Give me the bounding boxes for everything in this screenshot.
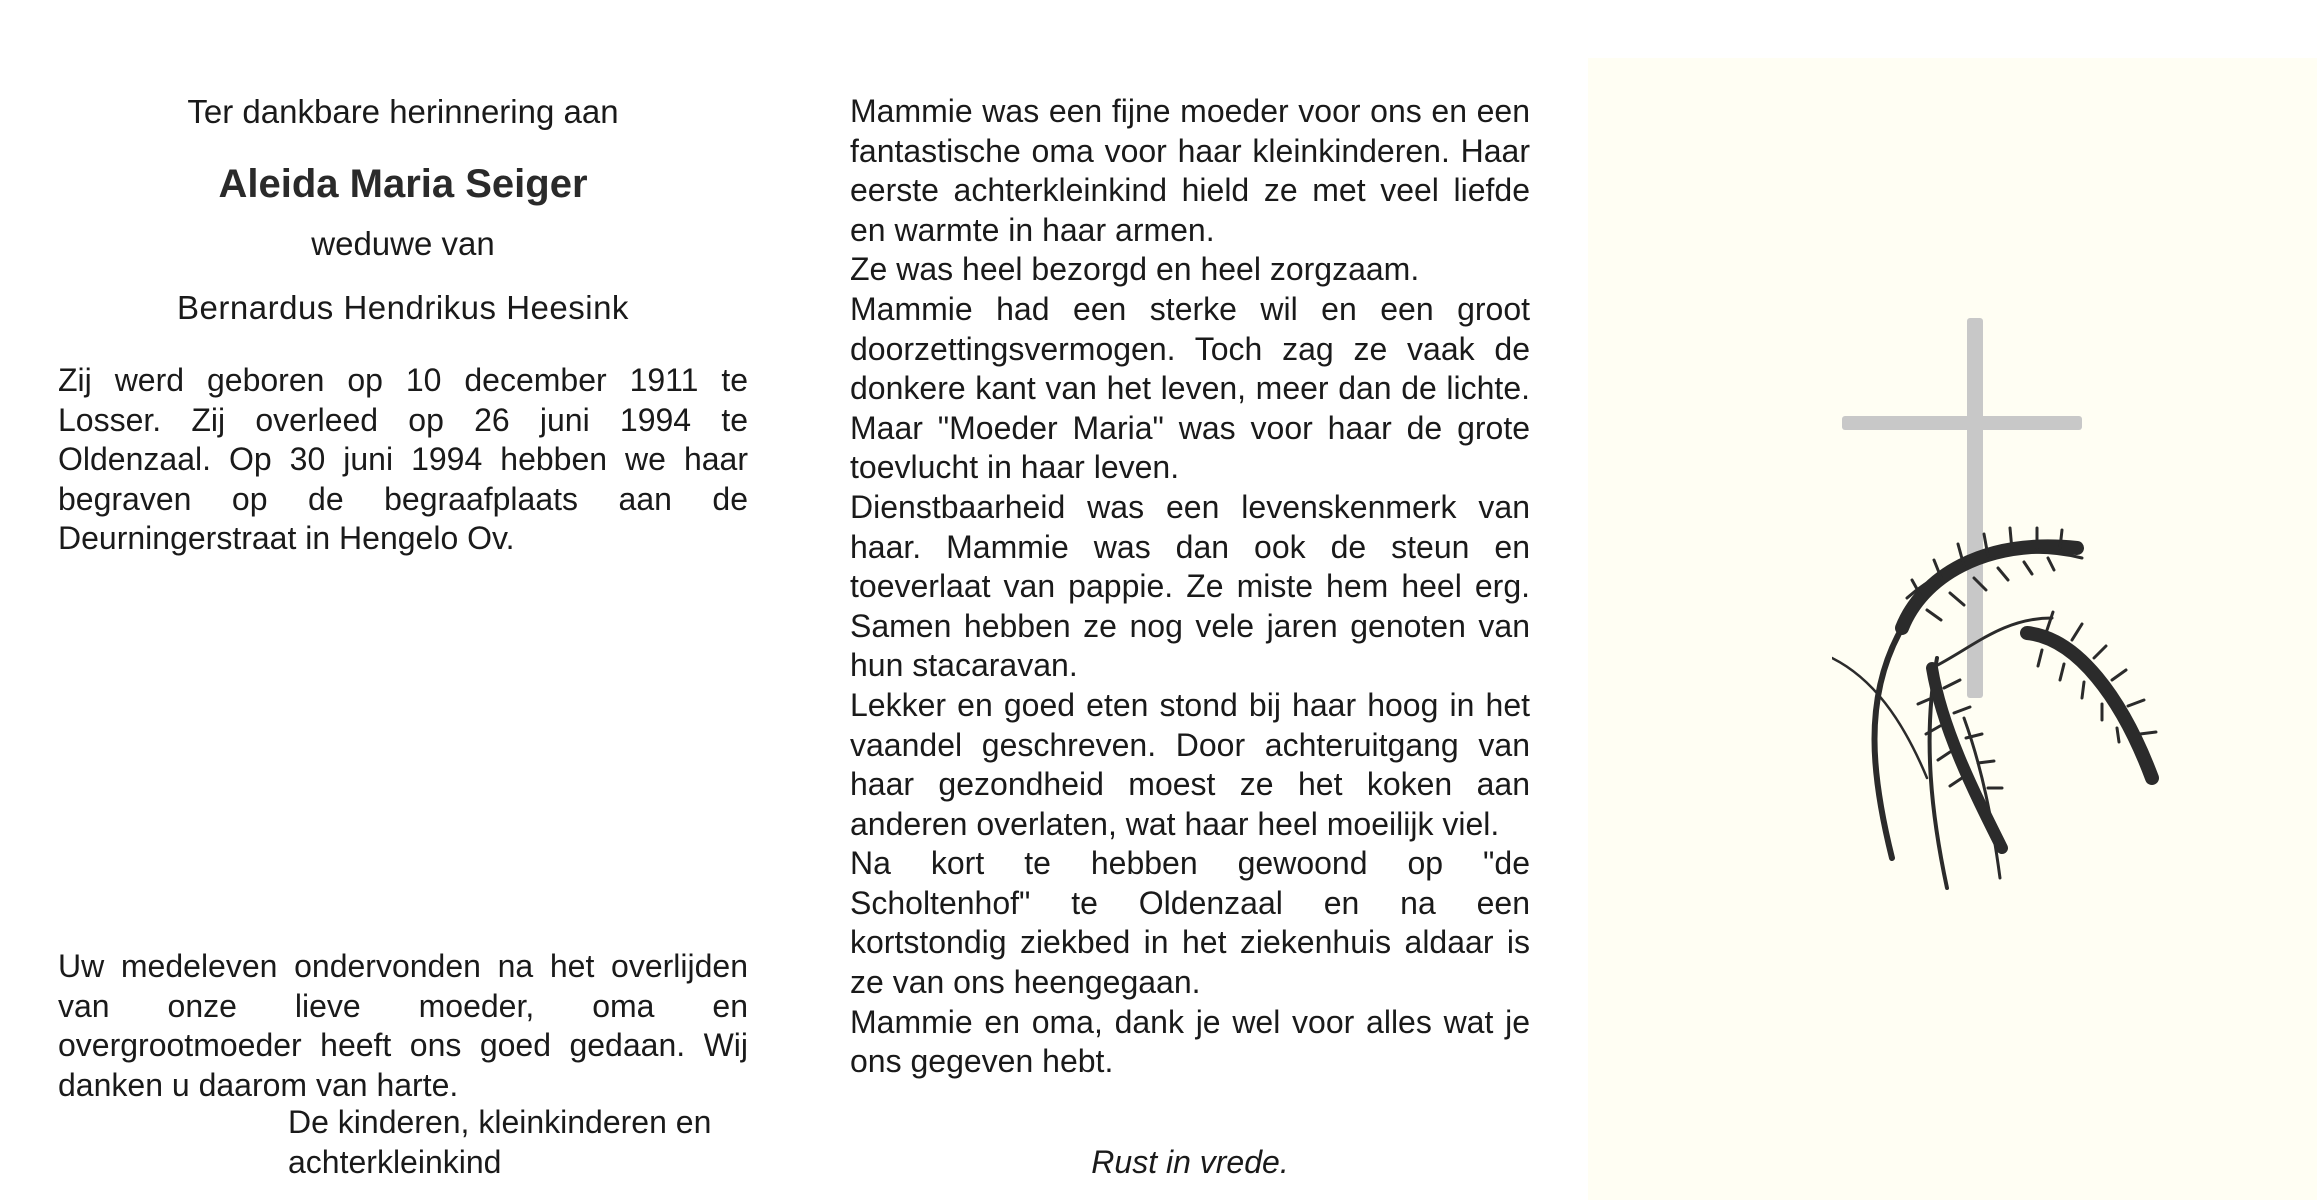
widow-of-text: weduwe van — [311, 225, 495, 262]
husband-name: Bernardus Hendrikus Heesink — [177, 289, 629, 326]
cross-with-wheat-icon — [1832, 258, 2232, 908]
left-panel — [58, 85, 748, 1195]
signature-line: De kinderen, kleinkinderen en — [288, 1104, 712, 1140]
wheat-icon — [1832, 528, 2156, 888]
memoir-paragraph: Mammie was een fijne moeder voor ons en een fantastische oma voor haar kleinkinderen. Haar eerste achterkleinkind hield ze met veel liefde en warmte in haar armen. — [850, 93, 1530, 248]
intro-text: Ter dankbare herinnering aan — [187, 93, 619, 130]
memoir-paragraph: Dienstbaarheid was een levenskenmerk van haar. Mammie was dan ook de steun en toeverlaat van pappie. Ze miste hem heel erg. Samen hebben ze nog vele jaren genoten van hun stacaravan. — [850, 488, 1530, 684]
middle-panel — [850, 92, 1530, 1192]
memoir-paragraph: Na kort te hebben gewoond op "de Scholtenhof" te Oldenzaal en na een kortstondig ziekbed in het ziekenhuis aldaar is ze van ons heengegaan. — [850, 845, 1530, 1001]
thanks-paragraph: Uw medeleven ondervonden na het overlijden van onze lieve moeder, oma en overgrootmoeder heeft ons goed gedaan. Wij danken u daarom van harte. — [58, 948, 748, 1103]
signature-block — [288, 1103, 748, 1182]
memoir-paragraph: Mammie had een sterke wil en een groot doorzettingsvermogen. Toch zag ze vaak de donkere kant van het leven, meer dan de lichte. Maar "Moeder Maria" was voor haar de grote toevlucht in haar leven. — [850, 290, 1530, 486]
signature-line: achterkleinkind — [288, 1143, 502, 1180]
memoir-paragraph: Mammie en oma, dank je wel voor alles wat je ons gegeven hebt. — [850, 1003, 1530, 1080]
biography-paragraph: Zij werd geboren op 10 december 1911 te Losser. Zij overleed op 26 juni 1994 te Oldenzaal. Op 30 juni 1994 hebben we haar begraven op de begraafplaats aan de Deurningerstraat in Hengelo Ov. — [58, 362, 748, 556]
right-panel — [1588, 58, 2317, 1200]
memoir-paragraph: Ze was heel bezorgd en heel zorgzaam. — [850, 251, 1420, 288]
memoir-paragraph: Lekker en goed eten stond bij haar hoog in het vaandel geschreven. Door achteruitgang van haar gezondheid moest ze het koken aan anderen overlaten, wat haar heel moeilijk viel. — [850, 686, 1530, 842]
deceased-name: Aleida Maria Seiger — [218, 162, 588, 206]
closing-text: Rust in vrede. — [1091, 1144, 1289, 1180]
memoir-text — [850, 92, 1530, 1082]
